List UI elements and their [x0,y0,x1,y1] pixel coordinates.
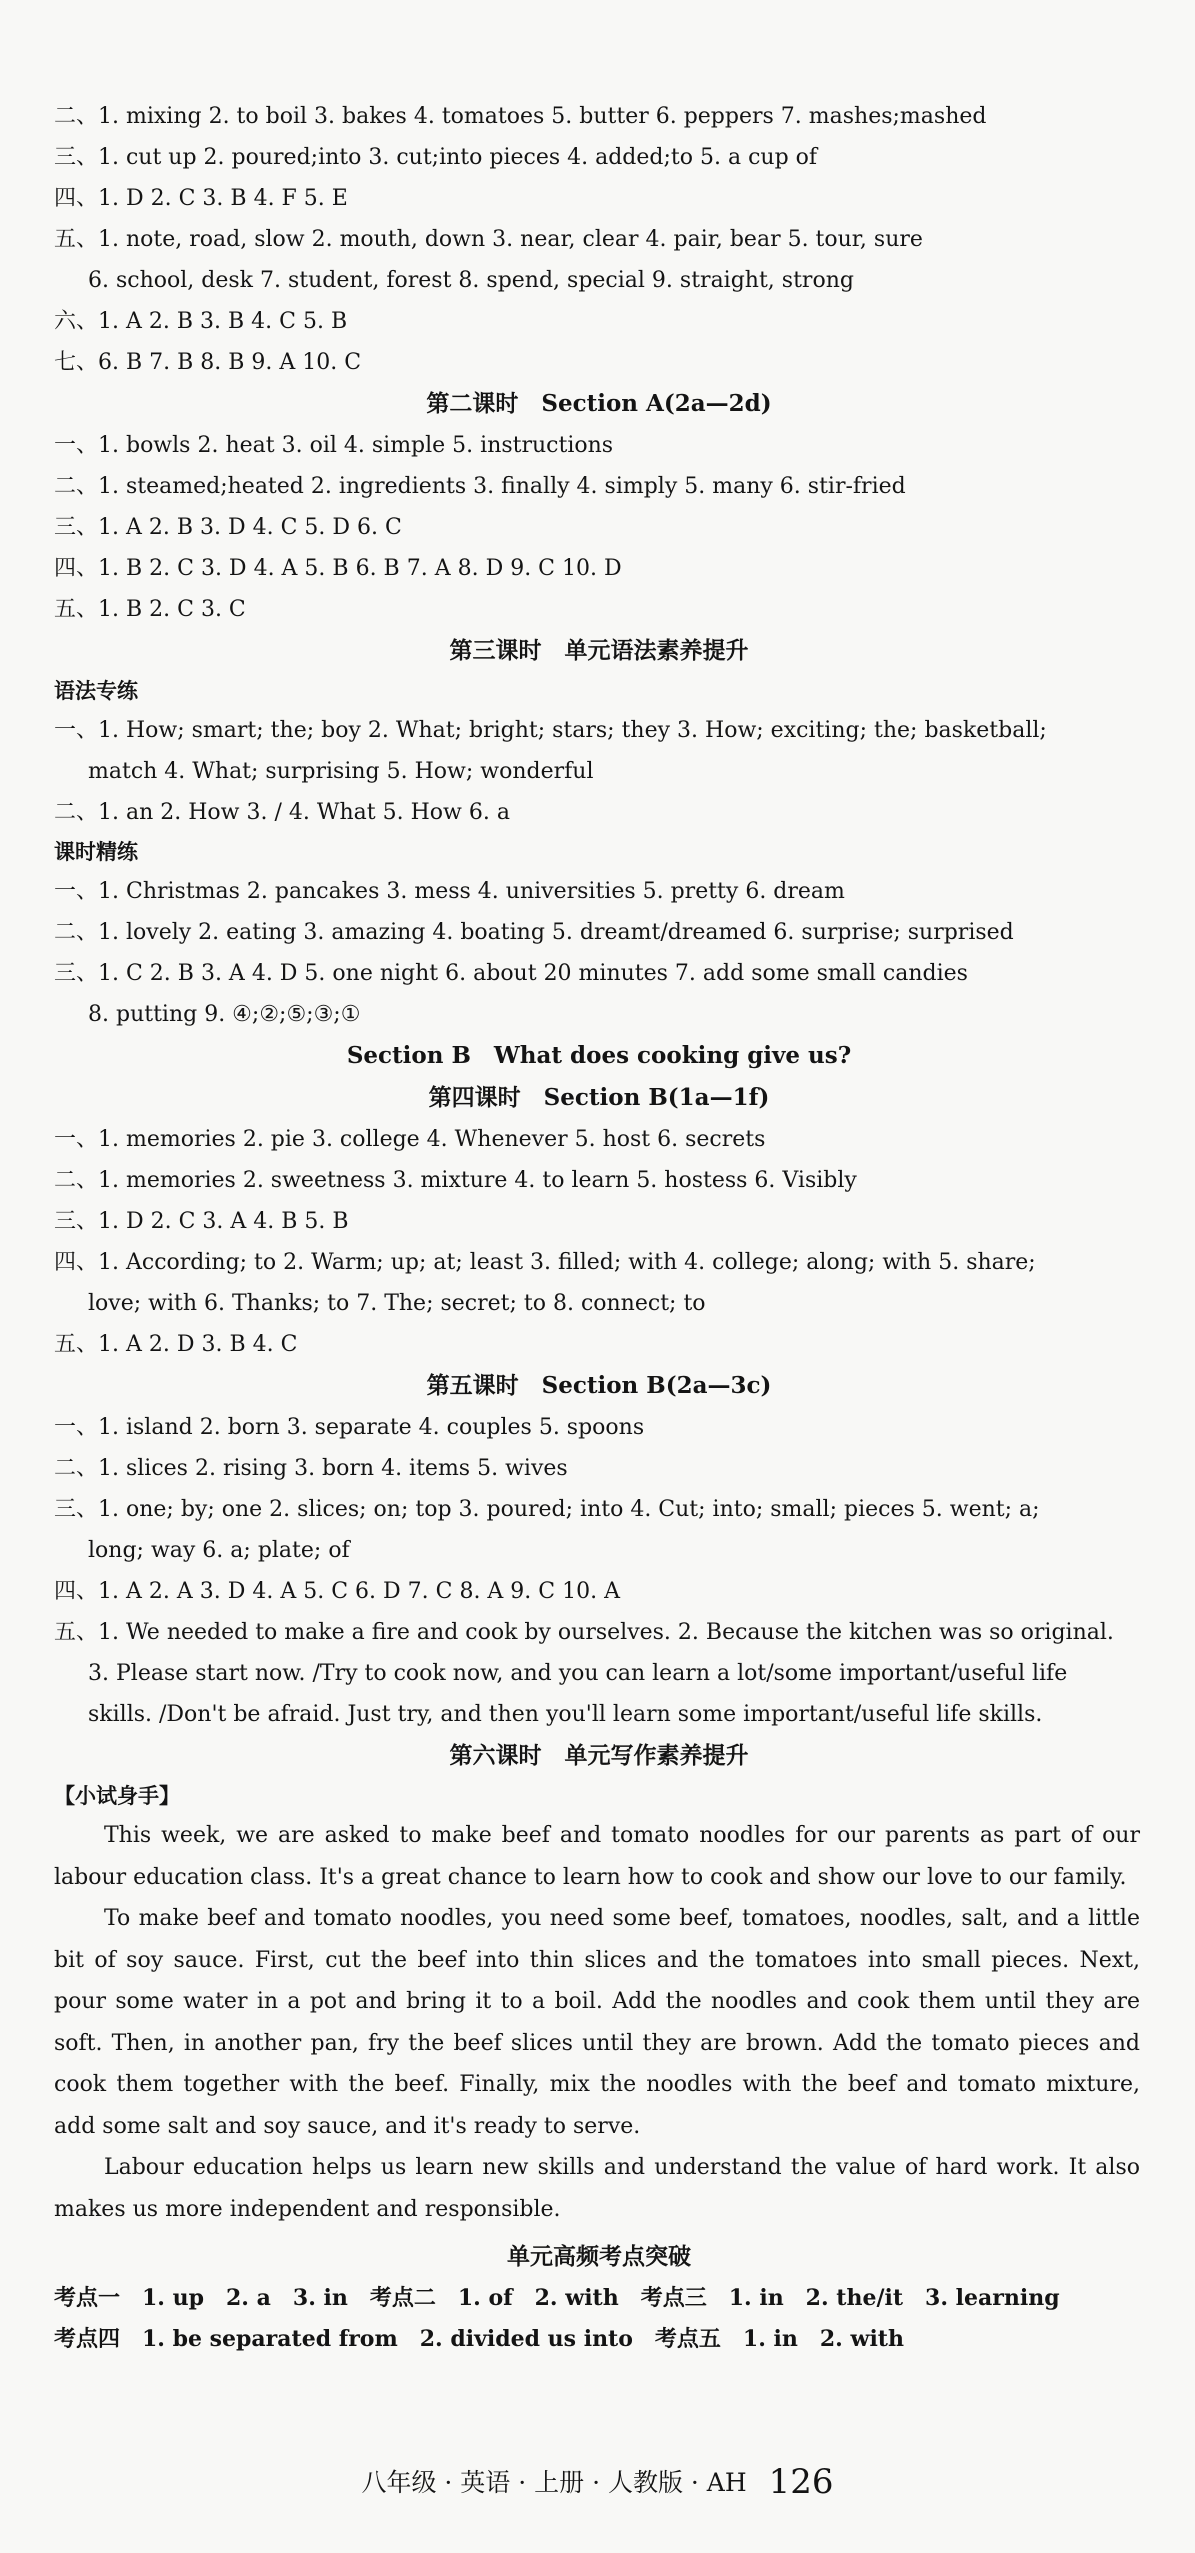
answer-line: match 4. What; surprising 5. How; wonderful [88,759,594,784]
answer-line: 五、1. A 2. D 3. B 4. C [54,1332,298,1357]
lesson-heading-2: 第二课时 Section A(2a—2d) [426,390,772,417]
answer-line: 五、1. note, road, slow 2. mouth, down 3. near, clear 4. pair, bear 5. tour, sure [54,227,923,252]
answer-line: 三、1. cut up 2. poured;into 3. cut;into pieces 4. added;to 5. a cup of [54,145,818,170]
grammar-subheading: 语法专练 [54,679,138,703]
answer-line: 三、1. A 2. B 3. D 4. C 5. D 6. C [54,515,402,540]
kaodian-line: 考点四 1. be separated from 2. divided us into 考点五 1. in 2. with [54,2326,904,2352]
answer-line: 8. putting 9. ④;②;⑤;③;① [88,1002,361,1027]
footer-book-info: 八年级 · 英语 · 上册 · 人教版 · AH [361,2468,747,2497]
answer-line: 三、1. one; by; one 2. slices; on; top 3. poured; into 4. Cut; into; small; pieces 5. went; a; [54,1497,1040,1522]
answer-line: 二、1. an 2. How 3. / 4. What 5. How 6. a [54,800,510,825]
answer-line: 一、1. How; smart; the; boy 2. What; bright; stars; they 3. How; exciting; the; basketball; [54,718,1047,743]
answer-line: love; with 6. Thanks; to 7. The; secret; to 8. connect; to [88,1291,706,1316]
unit-review-heading: 单元高频考点突破 [507,2243,691,2270]
answer-line: 二、1. mixing 2. to boil 3. bakes 4. tomatoes 5. butter 6. peppers 7. mashes;mashed [54,104,987,129]
lesson-heading-5: 第五课时 Section B(2a—3c) [426,1372,772,1399]
section-b-heading: Section B What does cooking give us? [346,1042,852,1069]
practice-subheading: 课时精练 [54,840,138,864]
answer-line: 一、1. memories 2. pie 3. college 4. Whenever 5. host 6. secrets [54,1127,766,1152]
answer-line: 二、1. memories 2. sweetness 3. mixture 4. to learn 5. hostess 6. Visibly [54,1168,857,1193]
answer-line: 五、1. B 2. C 3. C [54,597,246,622]
kaodian-line: 考点一 1. up 2. a 3. in 考点二 1. of 2. with 考点三 1. in 2. the/it 3. learning [54,2285,1060,2311]
answer-line: 一、1. Christmas 2. pancakes 3. mess 4. universities 5. pretty 6. dream [54,879,845,904]
answer-line: long; way 6. a; plate; of [88,1538,350,1563]
answer-line: 四、1. A 2. A 3. D 4. A 5. C 6. D 7. C 8. A 9. C 10. A [54,1579,620,1604]
answer-line: 二、1. slices 2. rising 3. born 4. items 5. wives [54,1456,568,1481]
answer-line: 六、1. A 2. B 3. B 4. C 5. B [54,309,348,334]
answer-line: 3. Please start now. /Try to cook now, and you can learn a lot/some important/useful life [88,1661,1068,1686]
essay-paragraph: To make beef and tomato noodles, you need some beef, tomatoes, noodles, salt, and a little bit of soy sauce. First, cut the beef into thin slices and the tomatoes into small pieces. Next, pour some water in a pot and bring it to a boil. Add the noodles and cook them until they are soft. Then, in another pan, fry the beef slices until they are brown. Add the tomato pieces and cook them together with the beef. Finally, mix the noodles with the beef and tomato mixture, add some salt and soy sauce, and it's ready to serve. [54,1906,1140,2139]
essay-paragraph: Labour education helps us learn new skills and understand the value of hard work. It also makes us more independent and responsible. [54,2155,1140,2222]
answer-line: 二、1. steamed;heated 2. ingredients 3. finally 4. simply 5. many 6. stir-fried [54,474,906,499]
lesson-heading-4: 第四课时 Section B(1a—1f) [428,1084,770,1111]
answer-line: 七、6. B 7. B 8. B 9. A 10. C [54,350,362,375]
lesson-heading-3: 第三课时 单元语法素养提升 [449,637,749,664]
lesson-heading-6: 第六课时 单元写作素养提升 [449,1742,749,1769]
answer-line: 四、1. According; to 2. Warm; up; at; least 3. filled; with 4. college; along; with 5. share; [54,1250,1036,1275]
answer-line: 四、1. D 2. C 3. B 4. F 5. E [54,186,348,211]
answer-line: 6. school, desk 7. student, forest 8. spend, special 9. straight, strong [88,268,854,293]
page-footer [0,2462,1195,2502]
essay-paragraph: This week, we are asked to make beef and tomato noodles for our parents as part of our labour education class. It's a great chance to learn how to cook and show our love to our family. [54,1823,1140,1890]
answer-line: 四、1. B 2. C 3. D 4. A 5. B 6. B 7. A 8. D 9. C 10. D [54,556,622,581]
answer-line: skills. /Don't be afraid. Just try, and then you'll learn some important/useful life skills. [88,1702,1043,1727]
answer-line: 五、1. We needed to make a fire and cook by ourselves. 2. Because the kitchen was so original. [54,1620,1114,1645]
page-number: 126 [768,2462,834,2502]
answer-line: 一、1. island 2. born 3. separate 4. couples 5. spoons [54,1415,645,1440]
answer-line: 三、1. C 2. B 3. A 4. D 5. one night 6. about 20 minutes 7. add some small candies [54,961,968,986]
answer-line: 二、1. lovely 2. eating 3. amazing 4. boating 5. dreamt/dreamed 6. surprise; surprised [54,920,1014,945]
answer-line: 三、1. D 2. C 3. A 4. B 5. B [54,1209,349,1234]
try-subheading: 【小试身手】 [54,1784,180,1808]
answer-line: 一、1. bowls 2. heat 3. oil 4. simple 5. instructions [54,433,614,458]
